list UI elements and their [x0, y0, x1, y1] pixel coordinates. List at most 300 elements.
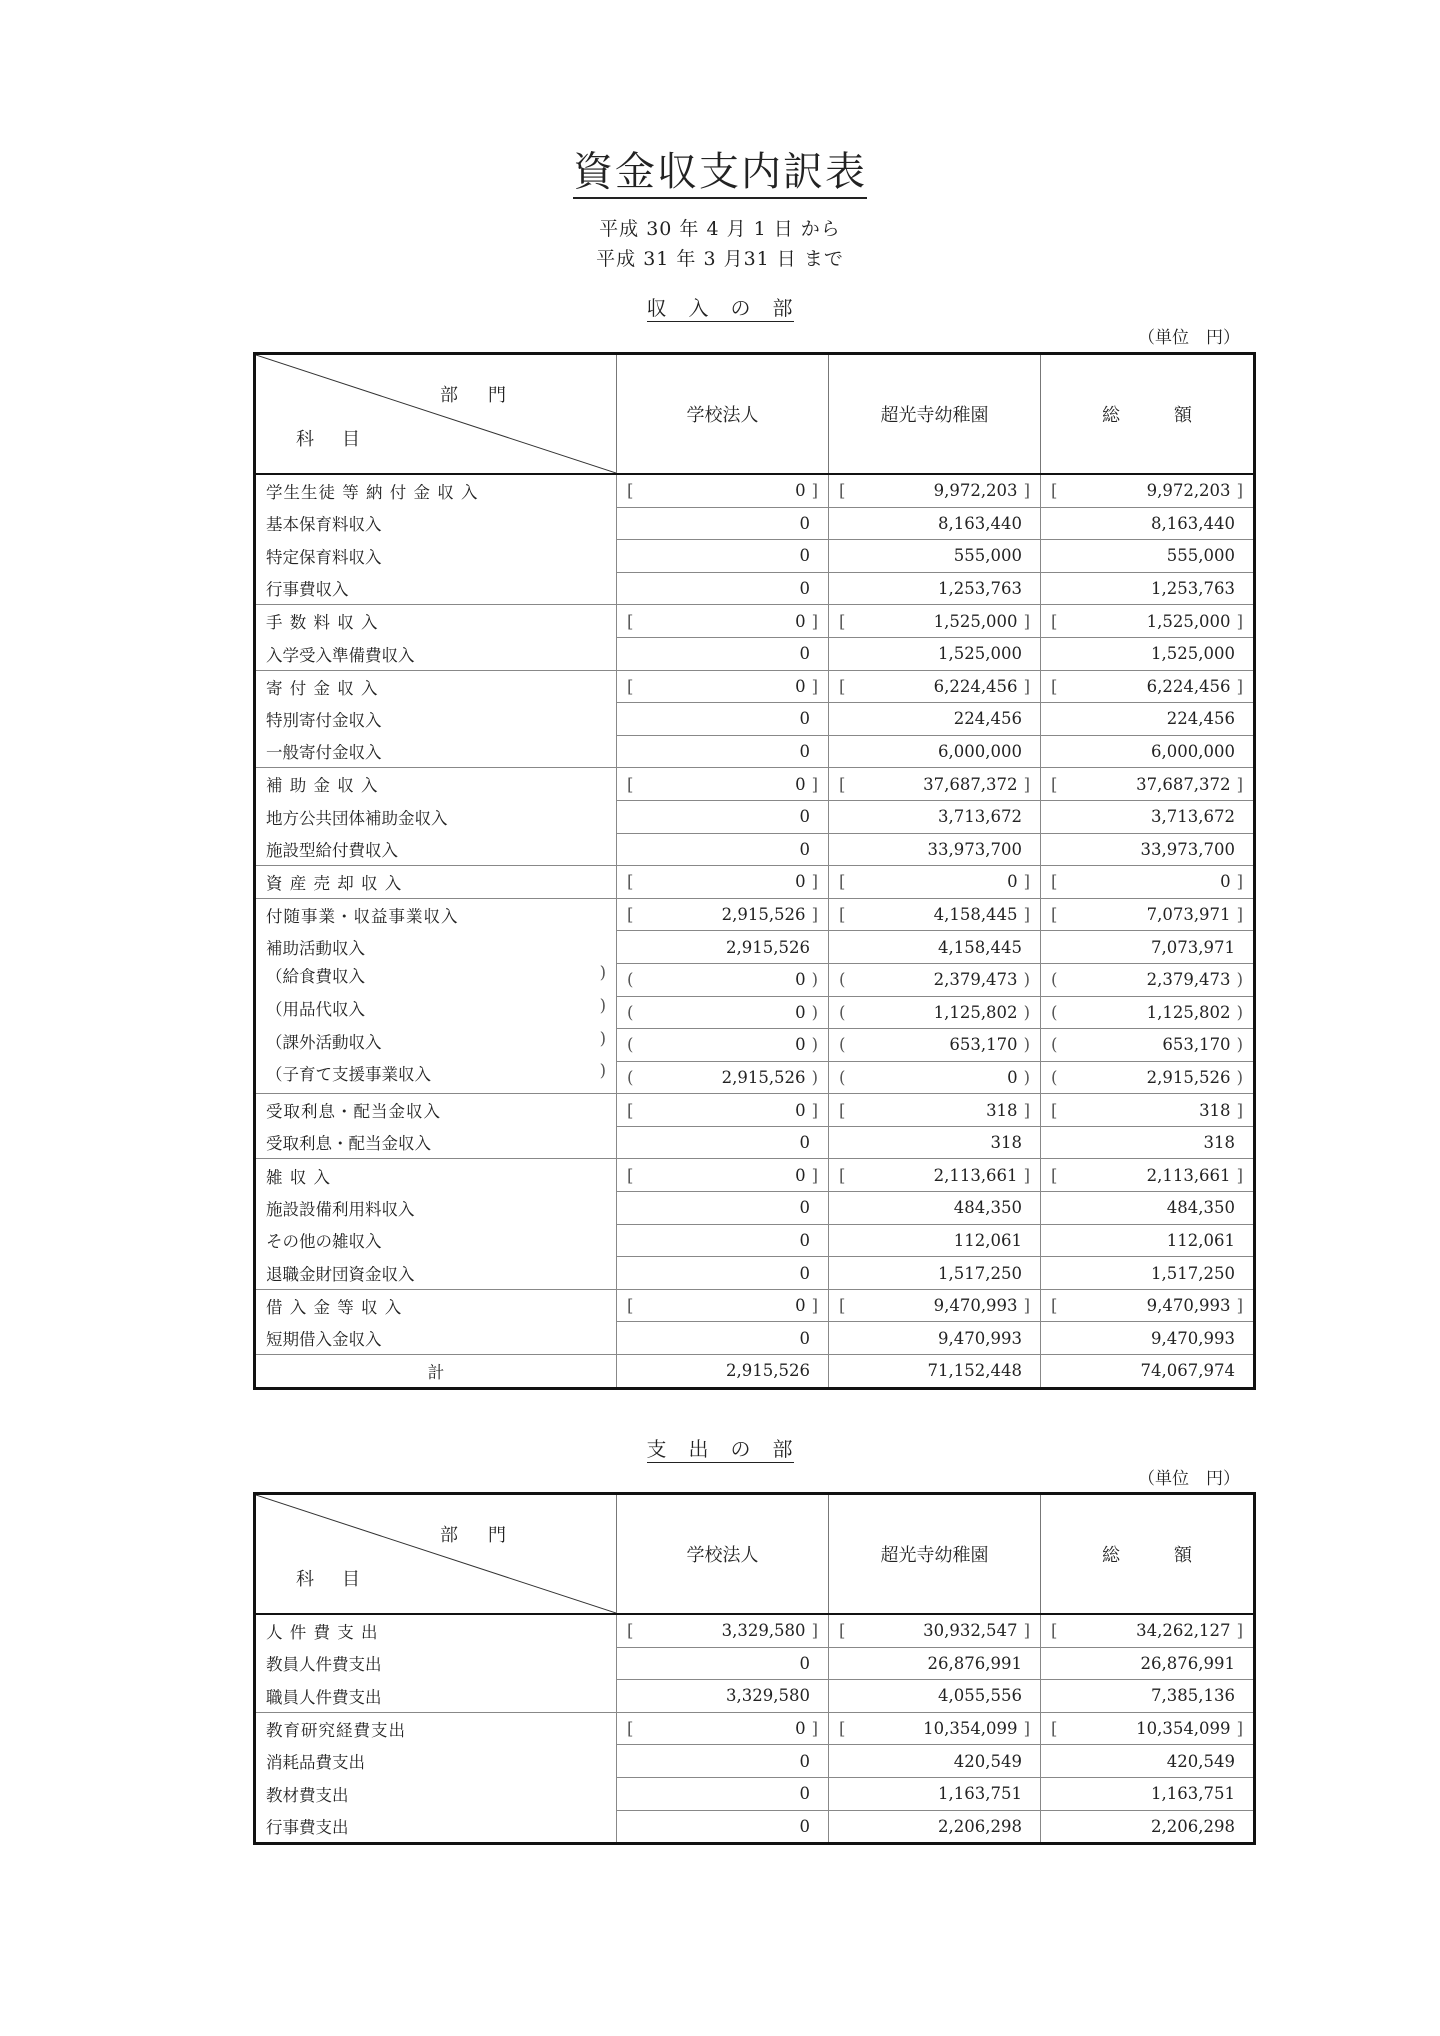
value-text: 37,687,372	[1136, 774, 1231, 794]
value-text: 318	[1203, 1133, 1235, 1153]
value-cell	[617, 507, 829, 540]
value-cell	[617, 1777, 829, 1810]
value-text: 0	[799, 1816, 810, 1836]
open-bracket: (	[627, 970, 634, 990]
close-bracket: ]	[1236, 872, 1243, 892]
value-cell	[617, 1614, 829, 1647]
close-bracket: ]	[1236, 1719, 1243, 1739]
table-row	[255, 996, 1255, 1029]
value-cell	[1041, 1322, 1255, 1355]
table-row	[255, 1777, 1255, 1810]
value-text: 3,329,580	[721, 1621, 806, 1641]
value-cell	[617, 1680, 829, 1713]
corner-item-label: 科目	[296, 429, 388, 450]
value-text: 4,158,445	[938, 937, 1022, 957]
value-cell	[829, 1192, 1041, 1225]
open-bracket: [	[627, 481, 634, 501]
col-school-corp: 学校法人	[617, 1494, 829, 1615]
row-label	[255, 735, 617, 768]
open-bracket: [	[839, 872, 846, 892]
value-text: 0	[795, 1296, 806, 1316]
value-cell	[1041, 605, 1255, 638]
col-school-corp: 学校法人	[617, 354, 829, 475]
table-row	[255, 572, 1255, 605]
value-text: 0	[795, 1719, 806, 1739]
close-bracket: ]	[1236, 611, 1243, 631]
value-text: 1,125,802	[933, 1002, 1018, 1022]
close-bracket: ]	[811, 1719, 818, 1739]
row-label-text: 教員人件費支出	[266, 1655, 382, 1675]
value-cell	[829, 670, 1041, 703]
value-cell	[1041, 1257, 1255, 1290]
table-row	[255, 1322, 1255, 1355]
open-bracket: [	[627, 774, 634, 794]
col-total: 総 額	[1041, 1494, 1255, 1615]
close-bracket: ]	[811, 676, 818, 696]
value-cell	[829, 703, 1041, 736]
value-text: 0	[799, 1133, 810, 1153]
value-text: 1,253,763	[938, 579, 1022, 599]
table-row	[255, 605, 1255, 638]
table-row	[255, 963, 1255, 996]
value-cell	[617, 1322, 829, 1355]
corner-header	[255, 1494, 617, 1615]
value-cell	[1041, 963, 1255, 996]
row-label	[256, 1029, 616, 1061]
value-text: 2,915,526	[721, 905, 806, 925]
open-bracket: [	[1051, 481, 1058, 501]
table-row	[255, 1810, 1255, 1844]
table-row	[255, 1029, 1255, 1062]
close-bracket: )	[1236, 1067, 1243, 1087]
table-row	[255, 1061, 1255, 1094]
value-cell	[829, 1289, 1041, 1322]
table-row	[255, 800, 1255, 833]
value-text: 0	[1220, 872, 1231, 892]
value-cell	[1041, 1712, 1255, 1745]
table-row	[255, 670, 1255, 703]
open-bracket: [	[839, 611, 846, 631]
open-bracket: (	[839, 1035, 846, 1055]
table-row	[255, 735, 1255, 768]
value-cell	[1041, 1061, 1255, 1094]
value-cell	[829, 1061, 1041, 1094]
close-bracket: ]	[811, 1621, 818, 1641]
close-bracket: ]	[1023, 1100, 1030, 1120]
open-bracket: [	[627, 1100, 634, 1120]
value-cell	[1041, 507, 1255, 540]
expense-unit: （単位 円）	[1138, 1469, 1240, 1489]
close-bracket: ]	[1236, 774, 1243, 794]
open-bracket: [	[839, 676, 846, 696]
value-cell	[1041, 1159, 1255, 1192]
value-text: 0	[795, 1100, 806, 1120]
value-cell	[829, 735, 1041, 768]
close-bracket: ]	[1236, 676, 1243, 696]
value-text: 30,932,547	[923, 1621, 1018, 1641]
value-cell	[617, 637, 829, 670]
value-text: 1,525,000	[1146, 611, 1231, 631]
row-label	[255, 1159, 617, 1192]
value-text: 2,206,298	[1151, 1816, 1235, 1836]
row-label	[255, 1289, 617, 1322]
open-bracket: [	[627, 676, 634, 696]
open-bracket: [	[627, 1719, 634, 1739]
close-bracket: )	[1023, 1067, 1030, 1087]
table-row	[255, 898, 1255, 931]
value-cell	[617, 735, 829, 768]
value-text: 0	[795, 774, 806, 794]
close-bracket: )	[1236, 970, 1243, 990]
row-label-text: 補 助 金 収 入	[266, 776, 379, 796]
value-text: 2,915,526	[726, 1361, 810, 1381]
value-cell	[617, 1029, 829, 1062]
value-cell	[1041, 1777, 1255, 1810]
close-paren: )	[599, 1061, 606, 1081]
value-cell	[829, 963, 1041, 996]
value-cell	[829, 1355, 1041, 1389]
open-bracket: [	[839, 1296, 846, 1316]
period-to: 平成 31 年 3 月31 日 まで	[596, 248, 844, 270]
close-bracket: ]	[811, 872, 818, 892]
value-cell	[829, 1029, 1041, 1062]
value-text: 1,517,250	[938, 1263, 1022, 1283]
value-text: 0	[795, 970, 806, 990]
row-label-text: 行事費支出	[266, 1818, 349, 1838]
value-text: 0	[799, 644, 810, 664]
row-label	[255, 1224, 617, 1257]
close-bracket: ]	[811, 1165, 818, 1185]
open-bracket: (	[1051, 1002, 1058, 1022]
value-cell	[1041, 1647, 1255, 1680]
value-cell	[1041, 1810, 1255, 1844]
row-label	[255, 866, 617, 899]
table-row	[255, 1257, 1255, 1290]
row-label-text: （給食費収入	[266, 967, 365, 987]
value-cell	[829, 1647, 1041, 1680]
value-cell	[1041, 996, 1255, 1029]
row-label-text: 教育研究経費支出	[266, 1720, 406, 1740]
close-bracket: ]	[1023, 872, 1030, 892]
value-cell	[1041, 474, 1255, 507]
value-cell	[617, 1094, 829, 1127]
value-cell	[829, 1712, 1041, 1745]
value-cell	[1041, 1094, 1255, 1127]
table-row	[255, 507, 1255, 540]
value-cell	[829, 800, 1041, 833]
value-cell	[1041, 703, 1255, 736]
value-text: 0	[799, 742, 810, 762]
value-text: 6,224,456	[933, 676, 1018, 696]
close-bracket: ]	[811, 1296, 818, 1316]
value-cell	[617, 703, 829, 736]
open-bracket: [	[627, 905, 634, 925]
row-label	[255, 1355, 617, 1389]
row-label	[255, 1712, 617, 1745]
corner-header	[255, 354, 617, 475]
value-cell	[829, 1745, 1041, 1778]
value-text: 9,470,993	[1151, 1328, 1235, 1348]
row-label-text: 資 産 売 却 収 入	[266, 873, 403, 893]
close-bracket: ]	[1236, 1621, 1243, 1641]
value-text: 224,456	[953, 709, 1022, 729]
close-bracket: ]	[1023, 611, 1030, 631]
value-text: 7,073,971	[1146, 905, 1231, 925]
table-row	[255, 768, 1255, 801]
open-bracket: [	[627, 611, 634, 631]
table-row	[255, 1712, 1255, 1745]
value-cell	[617, 768, 829, 801]
row-label	[256, 963, 616, 995]
value-text: 8,163,440	[1151, 513, 1235, 533]
row-label	[256, 1061, 616, 1093]
open-bracket: [	[1051, 1719, 1058, 1739]
value-text: 34,262,127	[1136, 1621, 1231, 1641]
value-text: 3,329,580	[726, 1686, 810, 1706]
value-cell	[829, 996, 1041, 1029]
table-row	[255, 474, 1255, 507]
close-paren: )	[599, 996, 606, 1015]
value-text: 0	[795, 1002, 806, 1022]
row-label	[255, 474, 617, 507]
row-label-text: 入学受入準備費収入	[266, 645, 415, 665]
value-text: 318	[990, 1133, 1022, 1153]
income-unit: （単位 円）	[1138, 328, 1240, 348]
close-bracket: ]	[1023, 905, 1030, 925]
open-bracket: [	[627, 1165, 634, 1185]
row-label-text: （用品代収入	[266, 1000, 365, 1019]
value-cell	[1041, 1745, 1255, 1778]
row-label-text: 補助活動収入	[266, 939, 365, 959]
value-text: 0	[1007, 872, 1018, 892]
value-cell	[829, 931, 1041, 964]
value-text: 4,055,556	[938, 1686, 1022, 1706]
row-label	[255, 1126, 617, 1159]
open-bracket: [	[1051, 1296, 1058, 1316]
value-cell	[1041, 898, 1255, 931]
value-cell	[1041, 866, 1255, 899]
value-text: 1,253,763	[1151, 579, 1235, 599]
row-label	[255, 833, 617, 866]
value-cell	[1041, 637, 1255, 670]
value-cell	[1041, 572, 1255, 605]
close-bracket: ]	[1236, 1100, 1243, 1120]
close-paren: )	[599, 1028, 606, 1048]
value-text: 8,163,440	[938, 513, 1022, 533]
row-label-text: 寄 付 金 収 入	[266, 678, 379, 698]
row-label-text: （課外活動収入	[266, 1032, 382, 1052]
row-label	[255, 1777, 617, 1810]
value-text: 1,163,751	[1151, 1784, 1235, 1804]
close-bracket: ]	[1023, 1719, 1030, 1739]
document-title: 資金収支内訳表	[0, 140, 1440, 197]
value-text: 0	[799, 1328, 810, 1348]
value-cell	[617, 1159, 829, 1192]
open-bracket: [	[1051, 774, 1058, 794]
value-text: 0	[795, 611, 806, 631]
value-cell	[829, 1126, 1041, 1159]
value-text: 0	[795, 1035, 806, 1055]
value-cell	[1041, 1289, 1255, 1322]
table-row	[255, 1126, 1255, 1159]
value-cell	[617, 1192, 829, 1225]
open-bracket: [	[1051, 905, 1058, 925]
value-text: 0	[799, 513, 810, 533]
close-bracket: ]	[1023, 774, 1030, 794]
open-bracket: [	[1051, 676, 1058, 696]
close-bracket: ]	[1023, 1165, 1030, 1185]
table-row	[255, 1159, 1255, 1192]
row-label-text: 受取利息・配当金収入	[266, 1102, 441, 1122]
value-text: 112,061	[1166, 1230, 1235, 1250]
value-cell	[829, 768, 1041, 801]
value-text: 33,973,700	[1140, 839, 1235, 859]
value-text: 1,517,250	[1151, 1263, 1235, 1283]
value-cell	[1041, 1029, 1255, 1062]
row-label	[255, 1647, 617, 1680]
value-text: 3,713,672	[1151, 807, 1235, 827]
value-text: 0	[799, 807, 810, 827]
table-row	[255, 1355, 1255, 1389]
value-cell	[829, 833, 1041, 866]
value-text: 26,876,991	[1140, 1653, 1235, 1673]
value-cell	[1041, 1355, 1255, 1389]
corner-dept-label: 部門	[440, 385, 536, 406]
value-text: 0	[799, 1784, 810, 1804]
value-cell	[617, 800, 829, 833]
value-cell	[829, 1680, 1041, 1713]
value-text: 1,525,000	[933, 611, 1018, 631]
value-text: 0	[799, 1263, 810, 1283]
table-row	[255, 703, 1255, 736]
row-label-text: 退職金財団資金収入	[266, 1264, 415, 1284]
close-bracket: ]	[1023, 676, 1030, 696]
row-label-text: 職員人件費支出	[266, 1687, 382, 1707]
value-text: 2,206,298	[938, 1816, 1022, 1836]
open-bracket: [	[627, 1296, 634, 1316]
value-text: 0	[799, 839, 810, 859]
value-text: 0	[799, 1230, 810, 1250]
value-text: 1,525,000	[938, 644, 1022, 664]
value-cell	[1041, 540, 1255, 573]
row-label-text: 施設型給付費収入	[266, 841, 398, 861]
close-bracket: ]	[811, 1100, 818, 1120]
close-bracket: ]	[1023, 1296, 1030, 1316]
value-text: 6,224,456	[1146, 676, 1231, 696]
open-bracket: [	[839, 905, 846, 925]
value-text: 10,354,099	[1136, 1719, 1231, 1739]
open-bracket: [	[839, 1621, 846, 1641]
value-text: 318	[986, 1100, 1018, 1120]
value-text: 484,350	[953, 1198, 1022, 1218]
value-cell	[829, 1257, 1041, 1290]
corner-item-label: 科目	[296, 1569, 388, 1590]
open-bracket: (	[1051, 1035, 1058, 1055]
open-bracket: [	[839, 1719, 846, 1739]
close-bracket: )	[811, 970, 818, 990]
row-label-text: 特定保育料収入	[266, 547, 382, 567]
value-text: 0	[799, 709, 810, 729]
table-row	[255, 866, 1255, 899]
row-label	[255, 931, 617, 964]
value-text: 0	[799, 1751, 810, 1771]
close-bracket: ]	[1236, 1165, 1243, 1185]
value-text: 2,113,661	[1146, 1165, 1231, 1185]
value-cell	[617, 1712, 829, 1745]
open-bracket: [	[839, 1100, 846, 1120]
row-label-text: 受取利息・配当金収入	[266, 1134, 431, 1154]
value-cell	[829, 1159, 1041, 1192]
value-cell	[617, 1745, 829, 1778]
open-bracket: [	[1051, 1100, 1058, 1120]
value-cell	[617, 1289, 829, 1322]
row-label	[255, 1614, 617, 1647]
row-label-text: 学生生徒 等 納 付 金 収 入	[266, 483, 479, 503]
col-kindergarten: 超光寺幼稚園	[829, 1494, 1041, 1615]
row-label	[255, 1810, 617, 1844]
value-cell	[829, 1224, 1041, 1257]
table-row	[255, 1094, 1255, 1127]
table-row	[255, 1192, 1255, 1225]
row-label	[255, 572, 617, 605]
value-cell	[1041, 735, 1255, 768]
value-text: 6,000,000	[1151, 742, 1235, 762]
value-cell	[829, 605, 1041, 638]
value-cell	[617, 996, 829, 1029]
close-bracket: ]	[811, 905, 818, 925]
close-bracket: ]	[1023, 481, 1030, 501]
value-text: 6,000,000	[938, 742, 1022, 762]
period-from: 平成 30 年 4 月 1 日 から	[599, 218, 841, 240]
value-text: 9,972,203	[933, 481, 1018, 501]
value-cell	[617, 931, 829, 964]
value-text: 26,876,991	[927, 1653, 1022, 1673]
row-label-text: 人 件 費 支 出	[266, 1623, 379, 1643]
value-cell	[617, 1061, 829, 1094]
value-cell	[1041, 670, 1255, 703]
value-text: 0	[1007, 1067, 1018, 1087]
value-text: 484,350	[1166, 1198, 1235, 1218]
value-text: 7,385,136	[1151, 1686, 1235, 1706]
value-text: 9,972,203	[1146, 481, 1231, 501]
row-label	[255, 1680, 617, 1713]
row-label-text: 消耗品費支出	[266, 1753, 365, 1773]
row-label	[255, 1094, 617, 1127]
close-bracket: )	[811, 1067, 818, 1087]
value-text: 0	[795, 676, 806, 696]
close-bracket: )	[811, 1035, 818, 1055]
close-bracket: ]	[811, 774, 818, 794]
open-bracket: (	[627, 1035, 634, 1055]
table-row	[255, 833, 1255, 866]
row-label-text: 短期借入金収入	[266, 1329, 382, 1349]
close-bracket: ]	[1023, 1621, 1030, 1641]
value-cell	[1041, 1614, 1255, 1647]
value-cell	[617, 898, 829, 931]
value-cell	[617, 1224, 829, 1257]
value-text: 4,158,445	[933, 905, 1018, 925]
row-label-text: 付随事業・収益事業収入	[266, 906, 459, 926]
value-text: 0	[799, 579, 810, 599]
value-text: 2,915,526	[721, 1067, 806, 1087]
value-text: 1,125,802	[1146, 1002, 1231, 1022]
value-cell	[1041, 931, 1255, 964]
value-text: 0	[795, 872, 806, 892]
close-bracket: )	[1023, 970, 1030, 990]
table-row	[255, 1614, 1255, 1647]
value-cell	[829, 1614, 1041, 1647]
table-row	[255, 540, 1255, 573]
